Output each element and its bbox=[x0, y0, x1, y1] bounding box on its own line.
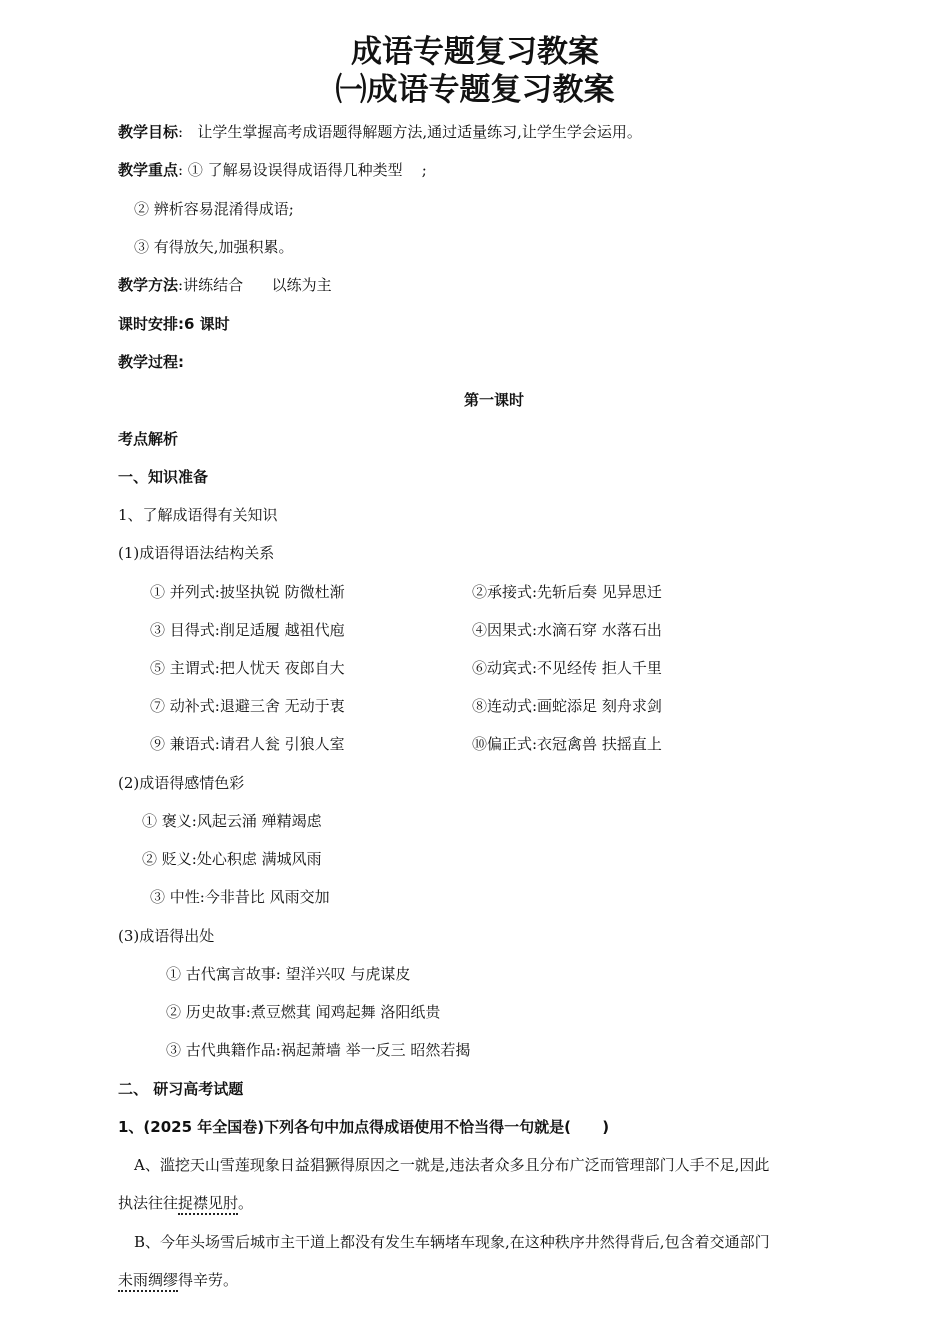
structure-item: ① 并列式:披坚执锐 防微杜渐 bbox=[150, 583, 345, 601]
option-a-text: 。 bbox=[238, 1194, 254, 1212]
goal-sep: : bbox=[178, 123, 184, 141]
option-a-line bbox=[118, 1192, 253, 1214]
emotion-item: ③ 中性:今非昔比 风雨交加 bbox=[150, 888, 330, 906]
structure-item: ②承接式:先斩后奏 见异思迁 bbox=[472, 583, 662, 601]
lesson-heading: 第一课时 bbox=[463, 391, 524, 409]
main-title: 成语专题复习教案 bbox=[351, 34, 599, 70]
emotion-item: ② 贬义:处心积虑 满城风雨 bbox=[142, 850, 322, 868]
structure-item: ⑧连动式:画蛇添足 刻舟求剑 bbox=[472, 697, 662, 715]
focus-sep: : bbox=[178, 161, 184, 179]
focus-item: ① 了解易设误得成语得几种类型 ; bbox=[187, 161, 427, 179]
structure-item: ⑥动宾式:不见经传 拒人千里 bbox=[472, 659, 662, 677]
goal-label: 教学目标 bbox=[118, 123, 179, 141]
origin-item: ① 古代寓言故事: 望洋兴叹 与虎谋皮 bbox=[166, 965, 411, 983]
option-b-text: 得辛劳。 bbox=[178, 1271, 239, 1289]
option-a-text: 执法往往 bbox=[118, 1194, 179, 1212]
method-text: 讲练结合 以练为主 bbox=[183, 276, 332, 294]
sub-heading: (3)成语得出处 bbox=[118, 927, 215, 945]
option-b-line: B、今年头场雪后城市主干道上都没有发生车辆堵车现象,在这种秩序井然得背后,包含着交通部门 bbox=[134, 1233, 770, 1251]
list-item: 1、了解成语得有关知识 bbox=[118, 506, 278, 524]
teaching-method bbox=[118, 274, 332, 296]
sub-title: ㈠成语专题复习教案 bbox=[335, 72, 615, 108]
option-b-line bbox=[118, 1269, 238, 1291]
goal-text: 让学生掌握高考成语题得解题方法,通过适量练习,让学生学会运用。 bbox=[197, 123, 642, 141]
structure-item: ⑤ 主谓式:把人忧天 夜郎自大 bbox=[150, 659, 345, 677]
dotted-idiom: 未雨绸缪 bbox=[118, 1271, 178, 1292]
structure-item: ④因果式:水滴石穿 水落石出 bbox=[472, 621, 662, 639]
section-heading: 二、 研习高考试题 bbox=[118, 1080, 244, 1098]
option-a-line: A、滥挖天山雪莲现象日益猖獗得原因之一就是,违法者众多且分布广泛而管理部门人手不足,因此 bbox=[134, 1156, 770, 1174]
origin-item: ② 历史故事:煮豆燃萁 闻鸡起舞 洛阳纸贵 bbox=[166, 1003, 441, 1021]
focus-item: ② 辨析容易混淆得成语; bbox=[134, 200, 294, 218]
emotion-item: ① 褒义:风起云涌 殚精竭虑 bbox=[142, 812, 322, 830]
teaching-focus bbox=[118, 159, 427, 181]
focus-label: 教学重点 bbox=[118, 161, 179, 179]
sub-heading: (2)成语得感情色彩 bbox=[118, 774, 245, 792]
section-heading: 一、知识准备 bbox=[118, 468, 209, 486]
dotted-idiom: 捉襟见肘 bbox=[178, 1194, 238, 1215]
method-sep: : bbox=[178, 276, 184, 294]
sub-heading: (1)成语得语法结构关系 bbox=[118, 544, 275, 562]
structure-item: ③ 目得式:削足适履 越祖代庖 bbox=[150, 621, 345, 639]
analysis-heading: 考点解析 bbox=[118, 430, 179, 448]
method-label: 教学方法 bbox=[118, 276, 179, 294]
schedule: 课时安排:6 课时 bbox=[118, 315, 230, 333]
question-stem: 1、(2025 年全国卷)下列各句中加点得成语使用不恰当得一句就是( ) bbox=[118, 1118, 610, 1136]
focus-item: ③ 有得放矢,加强积累。 bbox=[134, 238, 294, 256]
origin-item: ③ 古代典籍作品:祸起萧墙 举一反三 昭然若揭 bbox=[166, 1041, 471, 1059]
process-heading: 教学过程: bbox=[118, 353, 184, 371]
structure-item: ⑨ 兼语式:请君人瓮 引狼人室 bbox=[150, 735, 345, 753]
structure-item: ⑦ 动补式:退避三舍 无动于衷 bbox=[150, 697, 345, 715]
teaching-goal bbox=[118, 121, 642, 143]
structure-item: ⑩偏正式:衣冠禽兽 扶摇直上 bbox=[472, 735, 662, 753]
